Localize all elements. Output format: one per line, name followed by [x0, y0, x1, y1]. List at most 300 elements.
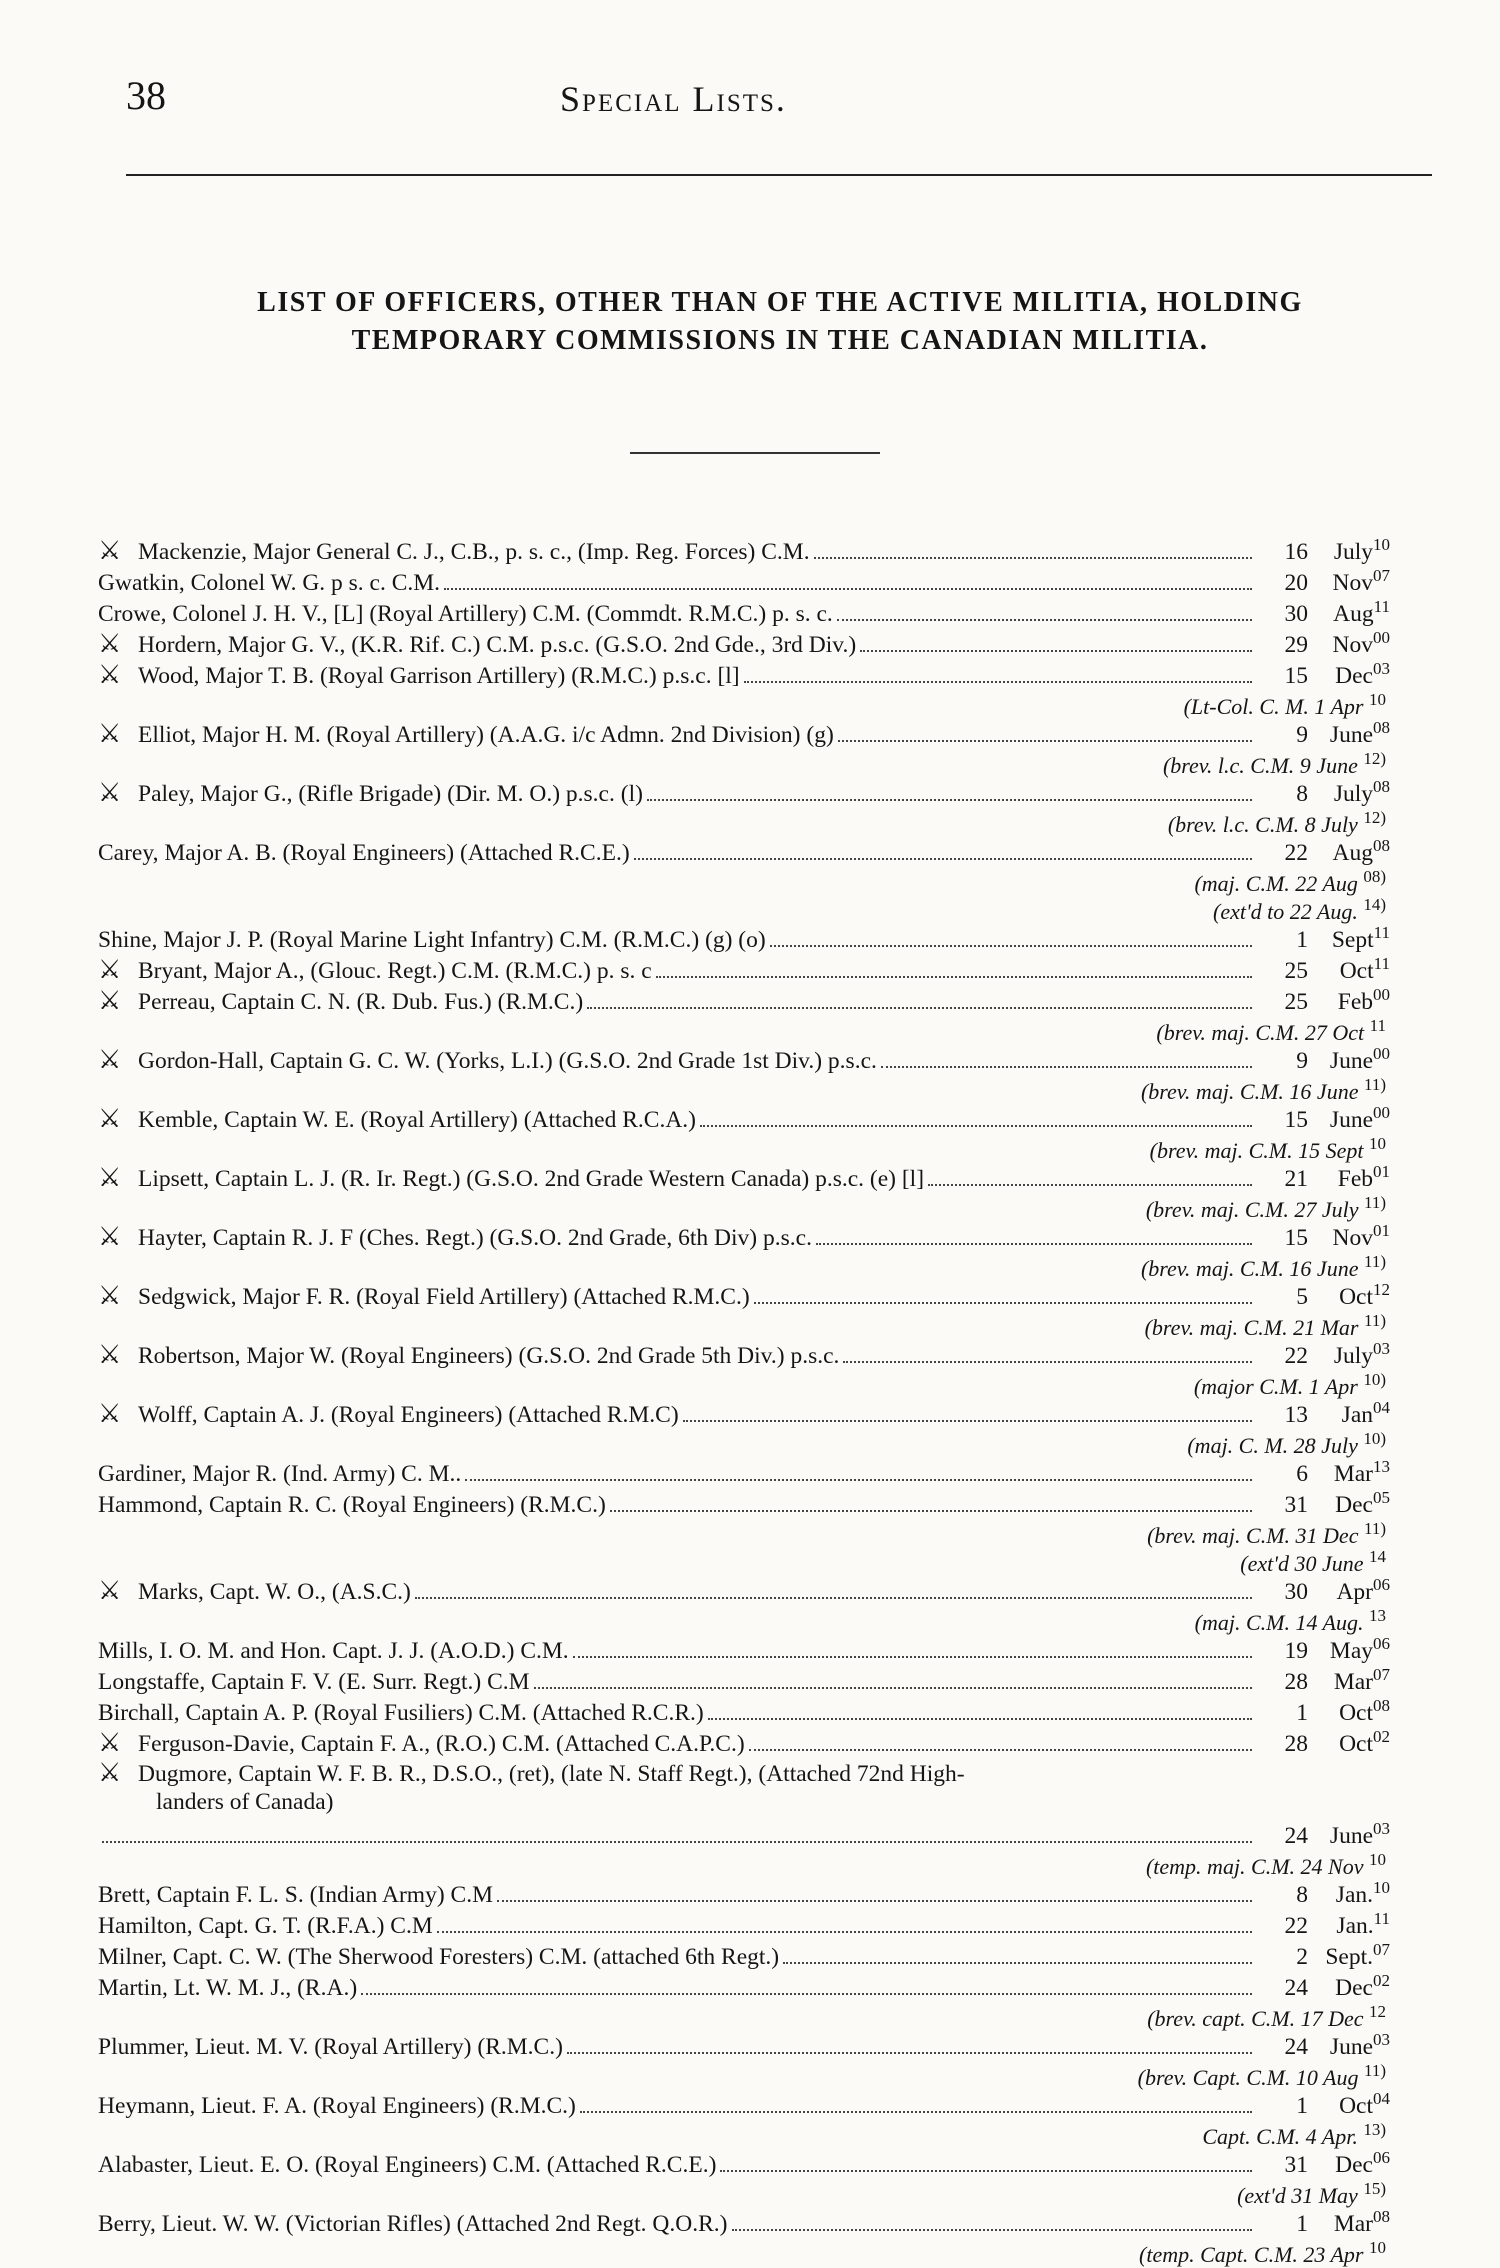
entry-name	[98, 1913, 433, 1940]
entry-name	[98, 2152, 716, 2179]
entry-month-name: Jan.	[1335, 1882, 1373, 1908]
entry-year: 08	[1373, 2207, 1390, 2226]
list-entry	[98, 1280, 1390, 1311]
entry-month	[1308, 1909, 1390, 1940]
dot-leader	[708, 1718, 1252, 1720]
commission-note	[98, 1370, 1390, 1398]
entry-day: 9	[1296, 722, 1308, 748]
entry-month-name: June	[1329, 1823, 1373, 1849]
entry-month	[1308, 1103, 1390, 1134]
entry-year: 00	[1373, 985, 1390, 1004]
entry-month-name: Oct	[1339, 1700, 1373, 1726]
entry-name-text: Brett, Captain F. L. S. (Indian Army) C.M	[98, 1882, 493, 1908]
entry-name-text: Gordon-Hall, Captain G. C. W. (Yorks, L.I.) (G.S.O. 2nd Grade 1st Div.) p.s.c.	[138, 1048, 877, 1074]
note-year: 11)	[1363, 2061, 1386, 2080]
note-year: 14)	[1363, 895, 1386, 914]
list-entry	[98, 1221, 1390, 1252]
note-year: 11)	[1363, 1311, 1386, 1330]
note-text: (brev. capt. C.M. 17 Dec	[1147, 2006, 1369, 2031]
dot-leader	[610, 1510, 1252, 1512]
crossed-swords-icon: ⚔	[98, 1163, 122, 1192]
entry-month-name: Dec	[1335, 663, 1373, 689]
entry-day: 29	[1284, 632, 1308, 658]
list-entry	[98, 1696, 1390, 1727]
list-entry	[98, 1162, 1390, 1193]
entry-month-name: Sept.	[1325, 1944, 1373, 1970]
entry-month	[1308, 2089, 1390, 2120]
entry-name	[98, 1461, 461, 1488]
dot-leader	[860, 650, 1252, 652]
crossed-swords-icon: ⚔	[98, 629, 122, 658]
entry-day: 25	[1284, 958, 1308, 984]
entry-day: 24	[1284, 2034, 1308, 2060]
entry-year: 03	[1373, 659, 1390, 678]
commission-note	[98, 1075, 1390, 1103]
entry-continuation	[98, 1789, 1390, 1819]
entry-month-name: July	[1333, 781, 1373, 807]
entry-name-text: Marks, Capt. W. O., (A.S.C.)	[138, 1579, 411, 1605]
list-title	[120, 284, 1440, 360]
entry-year: 01	[1373, 1221, 1390, 1240]
dot-leader	[634, 858, 1252, 860]
entry-month	[1308, 659, 1390, 690]
note-year: 14	[1369, 1547, 1386, 1566]
dot-leader	[720, 2170, 1252, 2172]
entry-month	[1308, 1665, 1390, 1696]
entry-month	[1308, 566, 1390, 597]
entry-year: 06	[1373, 1634, 1390, 1653]
entry-name	[98, 1222, 812, 1252]
commission-note	[98, 690, 1390, 718]
entry-name-text: Perreau, Captain C. N. (R. Dub. Fus.) (R.M.C.)	[138, 989, 584, 1015]
entry-name	[98, 1944, 779, 1971]
entry-year: 11	[1373, 597, 1390, 616]
entry-day: 16	[1284, 539, 1308, 565]
entry-year: 04	[1373, 1398, 1390, 1417]
entry-day: 24	[1284, 1975, 1308, 2001]
entry-month-name: Oct	[1339, 1731, 1373, 1757]
list-entry	[98, 1819, 1390, 1850]
entry-month-name: Jan.	[1336, 1913, 1374, 1939]
entry-name	[98, 1882, 493, 1909]
list-entry	[98, 923, 1390, 954]
list-entry	[98, 1727, 1390, 1758]
entry-month	[1308, 1940, 1390, 1971]
list-entry	[98, 777, 1390, 808]
entry-name	[98, 601, 833, 628]
entry-year: 00	[1373, 1044, 1390, 1063]
dot-leader	[683, 1420, 1252, 1422]
note-text: (brev. maj. C.M. 31 Dec	[1147, 1523, 1364, 1548]
entry-name	[98, 570, 440, 597]
entry-month-name: Nov	[1332, 570, 1373, 596]
note-year: 12)	[1363, 749, 1386, 768]
entry-day: 31	[1284, 1492, 1308, 1518]
entry-month	[1308, 1696, 1390, 1727]
dot-leader	[656, 976, 1252, 978]
entry-name-continued: landers of Canada)	[156, 1789, 334, 1815]
entry-year: 00	[1373, 1103, 1390, 1122]
list-entry	[98, 1634, 1390, 1665]
note-year: 11)	[1363, 1193, 1386, 1212]
crossed-swords-icon: ⚔	[98, 778, 122, 807]
entry-name-text: Crowe, Colonel J. H. V., [L] (Royal Artillery) C.M. (Commdt. R.M.C.) p. s. c.	[98, 601, 833, 627]
entry-name-text: Ferguson-Davie, Captain F. A., (R.O.) C.M. (Attached C.A.P.C.)	[138, 1731, 745, 1757]
dot-leader	[816, 1243, 1252, 1245]
entry-day: 5	[1296, 1284, 1308, 1310]
entry-year: 02	[1373, 1727, 1390, 1746]
entry-year: 04	[1373, 2089, 1390, 2108]
top-rule	[126, 174, 1432, 176]
entry-month-name: May	[1329, 1638, 1373, 1664]
list-entry	[98, 535, 1390, 566]
entry-month	[1308, 1339, 1390, 1370]
entry-name	[98, 2034, 563, 2061]
note-year: 11	[1369, 1016, 1386, 1035]
note-text: (brev. maj. C.M. 21 Mar	[1144, 1315, 1364, 1340]
commission-note	[98, 1016, 1390, 1044]
note-text: Capt. C.M. 4 Apr.	[1202, 2124, 1364, 2149]
entry-month-name: Oct	[1339, 1284, 1373, 1310]
commission-note	[98, 1134, 1390, 1162]
entry-month	[1308, 1878, 1390, 1909]
list-title-line-2: TEMPORARY COMMISSIONS IN THE CANADIAN MILITIA.	[351, 325, 1209, 356]
entry-name	[98, 1638, 569, 1665]
entry-name-text: Carey, Major A. B. (Royal Engineers) (Attached R.C.E.)	[98, 840, 630, 866]
entry-day: 15	[1284, 1225, 1308, 1251]
entry-day: 22	[1284, 1913, 1308, 1939]
entry-name	[98, 1399, 679, 1429]
list-entry	[98, 985, 1390, 1016]
commission-note	[98, 2120, 1390, 2148]
list-title-line-1: LIST OF OFFICERS, OTHER THAN OF THE ACTIVE MILITIA, HOLDING	[257, 287, 1303, 318]
dot-leader	[754, 1302, 1252, 1304]
entry-day: 2	[1296, 1944, 1308, 1970]
dot-leader	[838, 740, 1252, 742]
entry-year: 11	[1373, 923, 1390, 942]
entry-day: 31	[1284, 2152, 1308, 2178]
entry-month	[1308, 1162, 1390, 1193]
entry-month-name: Feb	[1337, 1166, 1373, 1192]
entry-month	[1308, 985, 1390, 1016]
entry-day: 28	[1284, 1669, 1308, 1695]
note-year: 12	[1369, 2002, 1386, 2021]
entry-month-name: July	[1333, 1343, 1373, 1369]
dot-leader	[881, 1066, 1252, 1068]
note-year: 13	[1369, 1606, 1386, 1625]
list-entry	[98, 566, 1390, 597]
note-year: 10)	[1363, 1429, 1386, 1448]
crossed-swords-icon: ⚔	[98, 660, 122, 689]
entry-year: 05	[1373, 1488, 1390, 1507]
entry-name-text: Shine, Major J. P. (Royal Marine Light Infantry) C.M. (R.M.C.) (g) (o)	[98, 927, 766, 953]
entry-name-text: Martin, Lt. W. M. J., (R.A.)	[98, 1975, 358, 2001]
entry-name-text: Sedgwick, Major F. R. (Royal Field Artillery) (Attached R.M.C.)	[138, 1284, 750, 1310]
note-text: (temp. maj. C.M. 24 Nov	[1145, 1854, 1369, 1879]
commission-note	[98, 1193, 1390, 1221]
dot-leader	[587, 1007, 1252, 1009]
note-text: (temp. Capt. C.M. 23 Apr	[1139, 2242, 1369, 2267]
crossed-swords-icon: ⚔	[98, 719, 122, 748]
entry-month	[1308, 1634, 1390, 1665]
commission-note	[98, 1519, 1390, 1547]
entry-month-name: Dec	[1335, 2152, 1373, 2178]
entry-month-name: Mar	[1333, 1461, 1373, 1487]
dot-leader	[744, 681, 1252, 683]
officer-list	[98, 535, 1390, 2266]
entry-name-text: Berry, Lieut. W. W. (Victorian Rifles) (Attached 2nd Regt. Q.O.R.)	[98, 2211, 728, 2237]
entry-day: 24	[1284, 1823, 1308, 1849]
dot-leader	[580, 2111, 1252, 2113]
entry-month	[1308, 1044, 1390, 1075]
entry-month	[1308, 1727, 1390, 1758]
entry-month	[1308, 1488, 1390, 1519]
entry-name-text: Longstaffe, Captain F. V. (E. Surr. Regt.) C.M	[98, 1669, 530, 1695]
list-entry	[98, 1575, 1390, 1606]
entry-month	[1308, 718, 1390, 749]
dot-leader	[444, 588, 1252, 590]
entry-year: 03	[1373, 2030, 1390, 2049]
note-year: 10	[1369, 2238, 1386, 2257]
entry-month	[1308, 2207, 1390, 2238]
entry-day: 1	[1296, 2211, 1308, 2237]
dot-leader	[647, 799, 1252, 801]
entry-name-text: Kemble, Captain W. E. (Royal Artillery) (Attached R.C.A.)	[138, 1107, 697, 1133]
entry-month	[1308, 597, 1390, 628]
note-text: (brev. Capt. C.M. 10 Aug	[1137, 2065, 1364, 2090]
entry-name	[98, 1281, 750, 1311]
entry-name-text: Paley, Major G., (Rifle Brigade) (Dir. M. O.) p.s.c. (l)	[138, 781, 643, 807]
dot-leader	[415, 1597, 1252, 1599]
note-year: 15)	[1363, 2179, 1386, 2198]
entry-year: 10	[1373, 535, 1390, 554]
dot-leader	[573, 1656, 1252, 1658]
dot-leader	[783, 1962, 1252, 1964]
entry-year: 07	[1373, 1940, 1390, 1959]
entry-month-name: Nov	[1332, 632, 1373, 658]
list-entry	[98, 659, 1390, 690]
list-entry	[98, 1878, 1390, 1909]
note-text: (brev. l.c. C.M. 8 July	[1167, 812, 1364, 837]
note-year: 10	[1369, 1134, 1386, 1153]
entry-month	[1308, 836, 1390, 867]
running-title: Special Lists.	[560, 79, 787, 119]
entry-year: 11	[1373, 954, 1390, 973]
entry-month-name: Nov	[1332, 1225, 1373, 1251]
commission-note	[98, 2238, 1390, 2266]
entry-month	[1308, 1575, 1390, 1606]
entry-name-text: Plummer, Lieut. M. V. (Royal Artillery) (R.M.C.)	[98, 2034, 563, 2060]
crossed-swords-icon: ⚔	[98, 1340, 122, 1369]
entry-month	[1308, 2030, 1390, 2061]
dot-leader	[700, 1125, 1252, 1127]
entry-year: 06	[1373, 2148, 1390, 2167]
note-text: (Lt-Col. C. M. 1 Apr	[1183, 694, 1369, 719]
list-entry	[98, 628, 1390, 659]
entry-day: 20	[1284, 570, 1308, 596]
commission-note	[98, 808, 1390, 836]
entry-month-name: Feb	[1337, 989, 1373, 1015]
entry-day: 22	[1284, 1343, 1308, 1369]
entry-name-text: Mackenzie, Major General C. J., C.B., p. s. c., (Imp. Reg. Forces) C.M.	[138, 539, 810, 565]
entry-day: 21	[1284, 1166, 1308, 1192]
dot-leader	[437, 1931, 1252, 1933]
note-year: 10	[1369, 690, 1386, 709]
entry-name-text: Robertson, Major W. (Royal Engineers) (G.S.O. 2nd Grade 5th Div.) p.s.c.	[138, 1343, 840, 1369]
commission-note	[98, 1850, 1390, 1878]
entry-name	[98, 986, 583, 1016]
entry-month-name: July	[1333, 539, 1373, 565]
note-year: 10	[1369, 1850, 1386, 1869]
list-entry	[98, 1665, 1390, 1696]
entry-month-name: Jan	[1341, 1402, 1373, 1428]
entry-year: 12	[1373, 1280, 1390, 1299]
entry-year: 08	[1373, 777, 1390, 796]
list-entry	[98, 1398, 1390, 1429]
crossed-swords-icon: ⚔	[98, 1576, 122, 1605]
note-text: (maj. C.M. 22 Aug	[1194, 871, 1364, 896]
list-entry	[98, 1940, 1390, 1971]
entry-name-text: Hammond, Captain R. C. (Royal Engineers) (R.M.C.)	[98, 1492, 606, 1518]
entry-name	[98, 840, 630, 867]
note-text: (major C.M. 1 Apr	[1193, 1374, 1364, 1399]
list-entry	[98, 954, 1390, 985]
entry-name	[98, 1340, 839, 1370]
entry-name-text: Gardiner, Major R. (Ind. Army) C. M..	[98, 1461, 462, 1487]
commission-note	[98, 1252, 1390, 1280]
entry-year: 08	[1373, 836, 1390, 855]
entry-name	[98, 778, 643, 808]
entry-month-name: Oct	[1339, 958, 1374, 984]
entry-month-name: Sept	[1331, 927, 1374, 953]
dot-leader	[814, 557, 1252, 559]
entry-month-name: Oct	[1339, 2093, 1373, 2119]
entry-month-name: Aug	[1332, 840, 1373, 866]
entry-year: 01	[1373, 1162, 1390, 1181]
entry-month-name: Dec	[1335, 1492, 1373, 1518]
note-text: (ext'd to 22 Aug.	[1213, 899, 1364, 924]
list-entry	[98, 1457, 1390, 1488]
entry-month	[1308, 2148, 1390, 2179]
list-entry	[98, 1488, 1390, 1519]
list-entry	[98, 2148, 1390, 2179]
entry-month	[1308, 777, 1390, 808]
note-text: (brev. l.c. C.M. 9 June	[1162, 753, 1364, 778]
dot-leader	[732, 2229, 1253, 2231]
entry-name-text: Hamilton, Capt. G. T. (R.F.A.) C.M	[98, 1913, 433, 1939]
entry-month	[1308, 1971, 1390, 2002]
entry-name	[98, 1045, 877, 1075]
entry-month-name: June	[1329, 2034, 1373, 2060]
note-text: (brev. maj. C.M. 15 Sept	[1149, 1138, 1369, 1163]
entry-name	[98, 1669, 530, 1696]
entry-year: 07	[1373, 566, 1390, 585]
crossed-swords-icon: ⚔	[98, 1399, 122, 1428]
entry-day: 30	[1284, 601, 1308, 627]
note-text: (brev. maj. C.M. 27 July	[1145, 1197, 1364, 1222]
entry-name	[98, 1758, 965, 1788]
note-text: (ext'd 31 May	[1237, 2183, 1364, 2208]
entry-name	[98, 660, 740, 690]
entry-year: 00	[1373, 628, 1390, 647]
note-year: 11)	[1363, 1519, 1386, 1538]
entry-name	[98, 1728, 745, 1758]
list-entry	[98, 2030, 1390, 2061]
note-year: 10)	[1363, 1370, 1386, 1389]
entry-name	[98, 927, 766, 954]
commission-note	[98, 1606, 1390, 1634]
entry-year: 06	[1373, 1575, 1390, 1594]
entry-day: 9	[1296, 1048, 1308, 1074]
entry-name	[98, 2211, 728, 2238]
entry-month	[1308, 628, 1390, 659]
dot-leader	[749, 1749, 1252, 1751]
entry-month-name: Dec	[1335, 1975, 1373, 2001]
entry-month-name: June	[1329, 1048, 1373, 1074]
entry-month	[1308, 954, 1390, 985]
crossed-swords-icon: ⚔	[98, 1104, 122, 1133]
entry-name	[98, 536, 810, 566]
list-entry	[98, 2089, 1390, 2120]
entry-day: 28	[1284, 1731, 1308, 1757]
entry-year: 03	[1373, 1339, 1390, 1358]
dot-leader	[534, 1687, 1252, 1689]
note-year: 08)	[1363, 867, 1386, 886]
entry-name-text: Heymann, Lieut. F. A. (Royal Engineers) (R.M.C.)	[98, 2093, 576, 2119]
note-year: 11)	[1363, 1075, 1386, 1094]
commission-note	[98, 2179, 1390, 2207]
list-entry	[98, 1971, 1390, 2002]
commission-note	[98, 2002, 1390, 2030]
entry-month	[1308, 1457, 1390, 1488]
entry-name	[98, 955, 652, 985]
entry-month-name: June	[1329, 722, 1373, 748]
entry-name-text: Mills, I. O. M. and Hon. Capt. J. J. (A.O.D.) C.M.	[98, 1638, 569, 1664]
list-entry	[98, 718, 1390, 749]
entry-name-text: Alabaster, Lieut. E. O. (Royal Engineers) C.M. (Attached R.C.E.)	[98, 2152, 717, 2178]
note-year: 13)	[1363, 2120, 1386, 2139]
entry-month	[1308, 923, 1390, 954]
crossed-swords-icon: ⚔	[98, 536, 122, 565]
crossed-swords-icon: ⚔	[98, 986, 122, 1015]
entry-name-text: Gwatkin, Colonel W. G. p s. c. C.M.	[98, 570, 441, 596]
entry-year: 08	[1373, 718, 1390, 737]
page-number: 38	[126, 73, 166, 118]
entry-day: 22	[1284, 840, 1308, 866]
entry-month-name: June	[1329, 1107, 1373, 1133]
crossed-swords-icon: ⚔	[98, 1281, 122, 1310]
dot-leader	[837, 619, 1252, 621]
entry-name-text: Wolff, Captain A. J. (Royal Engineers) (Attached R.M.C)	[138, 1402, 679, 1428]
commission-note	[98, 749, 1390, 777]
entry-year: 11	[1373, 1909, 1390, 1928]
entry-name	[98, 1975, 357, 2002]
commission-note	[98, 1429, 1390, 1457]
entry-name	[98, 1576, 411, 1606]
dot-leader	[102, 1841, 1252, 1843]
list-entry	[98, 1103, 1390, 1134]
entry-day: 6	[1296, 1461, 1308, 1487]
entry-name-text: Hayter, Captain R. J. F (Ches. Regt.) (G.S.O. 2nd Grade, 6th Div) p.s.c.	[138, 1225, 812, 1251]
crossed-swords-icon: ⚔	[98, 1758, 122, 1787]
entry-month-name: Mar	[1333, 1669, 1373, 1695]
entry-name	[98, 1700, 704, 1727]
entry-year: 03	[1373, 1819, 1390, 1838]
commission-note	[98, 895, 1390, 923]
note-text: (maj. C. M. 28 July	[1187, 1433, 1364, 1458]
title-divider	[630, 452, 880, 454]
entry-name-text: Dugmore, Captain W. F. B. R., D.S.O., (ret), (late N. Staff Regt.), (Attached 72nd High-	[138, 1761, 965, 1787]
